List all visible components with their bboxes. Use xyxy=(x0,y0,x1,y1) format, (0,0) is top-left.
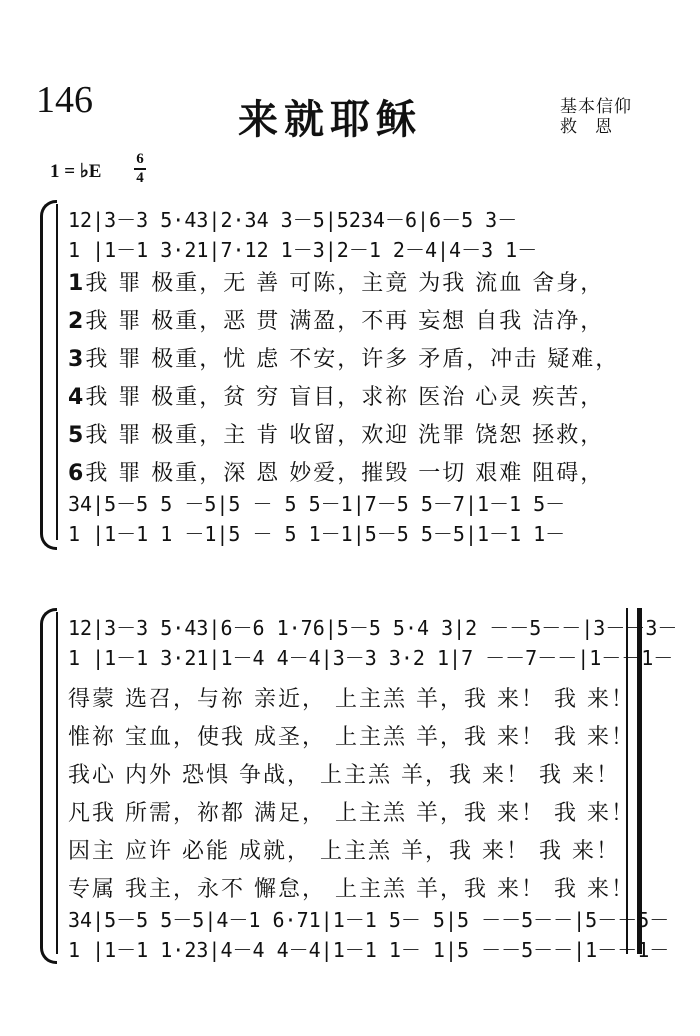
key-signature xyxy=(50,160,101,183)
music-system-2 xyxy=(40,608,678,962)
time-bottom: 4 xyxy=(136,170,144,186)
lyric-verse-3: 我心 内外 恐惧 争战， 上主羔 羊，我 来！ 我 来！ xyxy=(68,763,620,788)
lyric-text: 我 罪 极重，贫 穷 盲目，求祢 医治 心灵 疾苦， xyxy=(85,385,605,410)
verse-number: 6 xyxy=(68,461,86,486)
lyric-verse-5: 因主 应许 必能 成就， 上主羔 羊，我 来！ 我 来！ xyxy=(68,839,620,864)
lyric-verse-1: 得蒙 选召，与祢 亲近， 上主羔 羊，我 来！ 我 来！ xyxy=(68,687,635,712)
tenor-line: 34|5－5 5－5|4－1 6·71|1－1 5－ 5|5 －－5－－|5－－5－ xyxy=(68,908,670,932)
system-line xyxy=(56,204,58,540)
lyric-verse-1 xyxy=(68,266,604,297)
system-line xyxy=(56,612,58,954)
music-system-1 xyxy=(40,200,640,548)
lyric-verse-4 xyxy=(68,380,604,411)
lyric-text: 我 罪 极重，恶 贯 满盈，不再 妄想 自我 洁净， xyxy=(85,309,605,334)
lyric-text: 我 罪 极重，忧 虑 不安，许多 矛盾，冲击 疑难， xyxy=(85,347,620,372)
soprano-line: 12|3－3 5·43|2·34 3－5|5234－6|6－5 3－ xyxy=(68,208,518,232)
soprano-line: 12|3－3 5·43|6－6 1·76|5－5 5·4 3|2 －－5－－|3－－3－ xyxy=(68,616,678,640)
time-top: 6 xyxy=(136,151,144,167)
system-brace xyxy=(40,200,57,550)
hymn-title: 来就耶稣 xyxy=(238,97,422,143)
lyric-verse-3 xyxy=(68,342,619,373)
lyric-verse-2: 惟祢 宝血，使我 成圣， 上主羔 羊，我 来！ 我 来！ xyxy=(68,725,635,750)
verse-number: 2 xyxy=(68,309,86,334)
verse-number: 5 xyxy=(68,423,86,448)
subcategory-label: 救恩 xyxy=(560,117,630,137)
lyric-verse-4: 凡我 所需，祢都 满足， 上主羔 羊，我 来！ 我 来！ xyxy=(68,801,635,826)
tenor-line: 34|5－5 5 －5|5 － 5 5－1|7－5 5－7|1－1 5－ xyxy=(68,492,566,516)
category-label: 基本信仰 xyxy=(560,97,632,117)
lyric-text: 我 罪 极重，主 肯 收留，欢迎 洗罪 饶恕 拯救， xyxy=(85,423,605,448)
hymn-number: 146 xyxy=(36,79,93,121)
verse-number: 1 xyxy=(68,271,86,296)
lyric-verse-5 xyxy=(68,418,604,449)
lyric-text: 我 罪 极重，无 善 可陈，主竟 为我 流血 舍身， xyxy=(85,271,605,296)
alto-line: 1 |1－1 3·21|1－4 4－4|3－3 3·2 1|7 －－7－－|1－－1－ xyxy=(68,646,674,670)
system-brace xyxy=(40,608,57,964)
time-signature xyxy=(134,152,146,186)
bass-line: 1 |1－1 1·23|4－4 4－4|1－1 1－ 1|5 －－5－－|1－－1－ xyxy=(68,938,670,962)
verse-number: 4 xyxy=(68,385,86,410)
lyric-text: 我 罪 极重，深 恩 妙爱，摧毁 一切 艰难 阻碍， xyxy=(85,461,605,486)
bass-line: 1 |1－1 1 －1|5 － 5 1－1|5－5 5－5|1－1 1－ xyxy=(68,522,566,546)
lyric-verse-2 xyxy=(68,304,604,335)
alto-line: 1 |1－1 3·21|7·12 1－3|2－1 2－4|4－3 1－ xyxy=(68,238,538,262)
key-text: 1 = ♭E xyxy=(50,161,102,182)
lyric-verse-6 xyxy=(68,456,604,487)
verse-number: 3 xyxy=(68,347,86,372)
lyric-verse-6: 专属 我主，永不 懈怠， 上主羔 羊，我 来！ 我 来！ xyxy=(68,877,635,902)
